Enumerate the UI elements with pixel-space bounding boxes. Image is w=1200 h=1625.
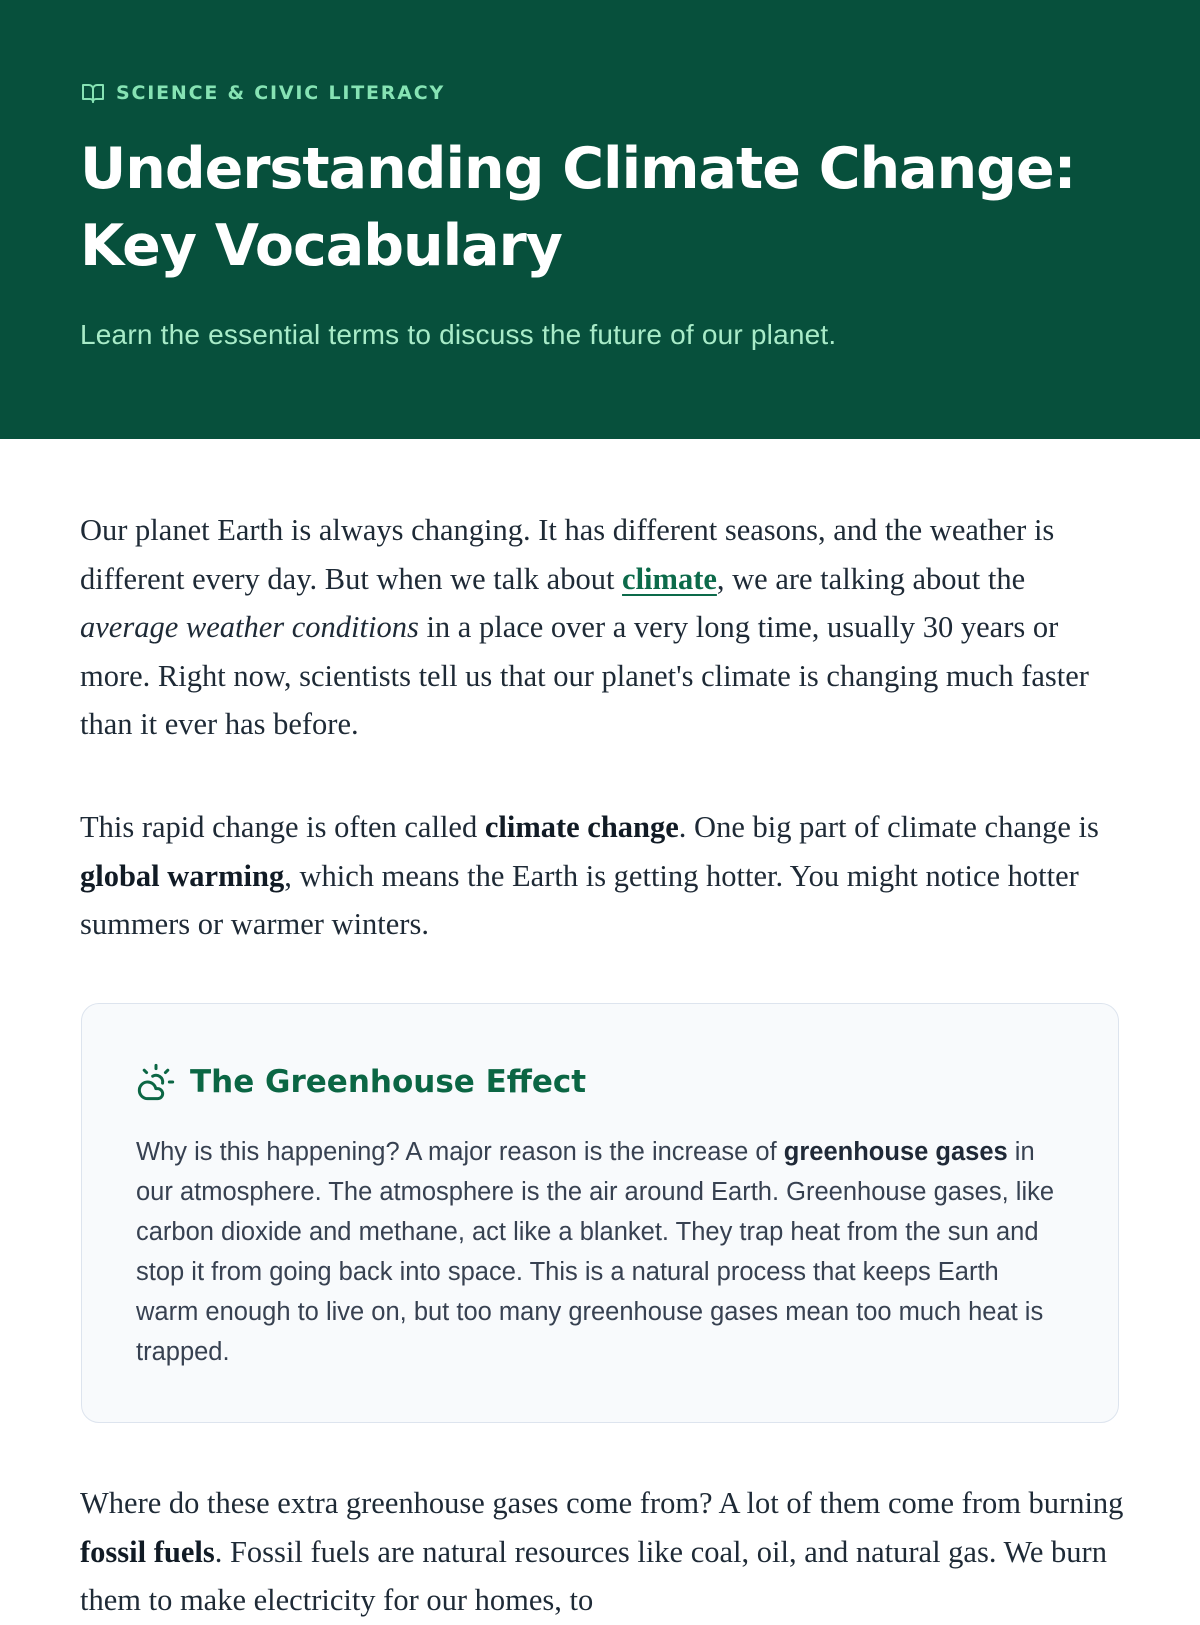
term-greenhouse-gases: greenhouse gases [783,1138,1008,1166]
intro-paragraph [80,506,1125,749]
cloud-sun-icon [136,1062,176,1102]
text-run: in our atmosphere. The atmosphere is the air around Earth. Greenhouse gases, like carbon dioxide and methane, act like a blanket. They trap heat from the sun and stop it from going back into space. This is a natural process that keeps Earth warm enough to live on, but too many greenhouse gases mean too much heat is trapped. [136,1138,1055,1366]
text-run: . One big part of climate change is [678,810,1099,844]
term-global-warming: global warming [80,858,285,893]
page-title: Understanding Climate Change: Key Vocabulary [80,136,1076,279]
text-run: . Fossil fuels are natural resources like coal, oil, and natural gas. We burn them to make electricity for our homes, to [80,1534,1107,1617]
greenhouse-effect-callout [81,1003,1119,1423]
book-open-icon [81,81,105,105]
term-climate-change: climate change [484,810,679,844]
climate-link[interactable]: climate [622,561,717,596]
callout-title: The Greenhouse Effect [190,1064,587,1100]
text-run: , which means the Earth is getting hotter. You might notice hotter summers or warmer winters. [80,858,1079,941]
page-subtitle: Learn the essential terms to discuss the future of our planet. [80,319,837,350]
text-run: , we are talking about the [716,561,1026,596]
callout-text [136,1132,1061,1372]
text-run: in a place over a very long time, usually 30 years or more. Right now, scientists tell us that our planet's climate is changing much faster than it ever has before. [80,610,1089,741]
category-text: SCIENCE & CIVIC LITERACY [116,82,445,104]
climate-change-paragraph [80,803,1125,949]
callout-header [136,1062,586,1102]
text-run: This rapid change is often called [80,810,485,844]
term-fossil-fuels: fossil fuels [80,1534,215,1569]
emphasis-text: average weather conditions [80,610,419,644]
category-label [81,80,445,106]
text-run: Our planet Earth is always changing. It has different seasons, and the weather is different every day. But when we talk about [80,513,1055,596]
page-header [0,0,1200,439]
fossil-fuels-paragraph [80,1479,1125,1625]
text-run: Where do these extra greenhouse gases come from? A lot of them come from burning [80,1486,1124,1520]
text-run: Why is this happening? A major reason is the increase of [136,1138,784,1166]
